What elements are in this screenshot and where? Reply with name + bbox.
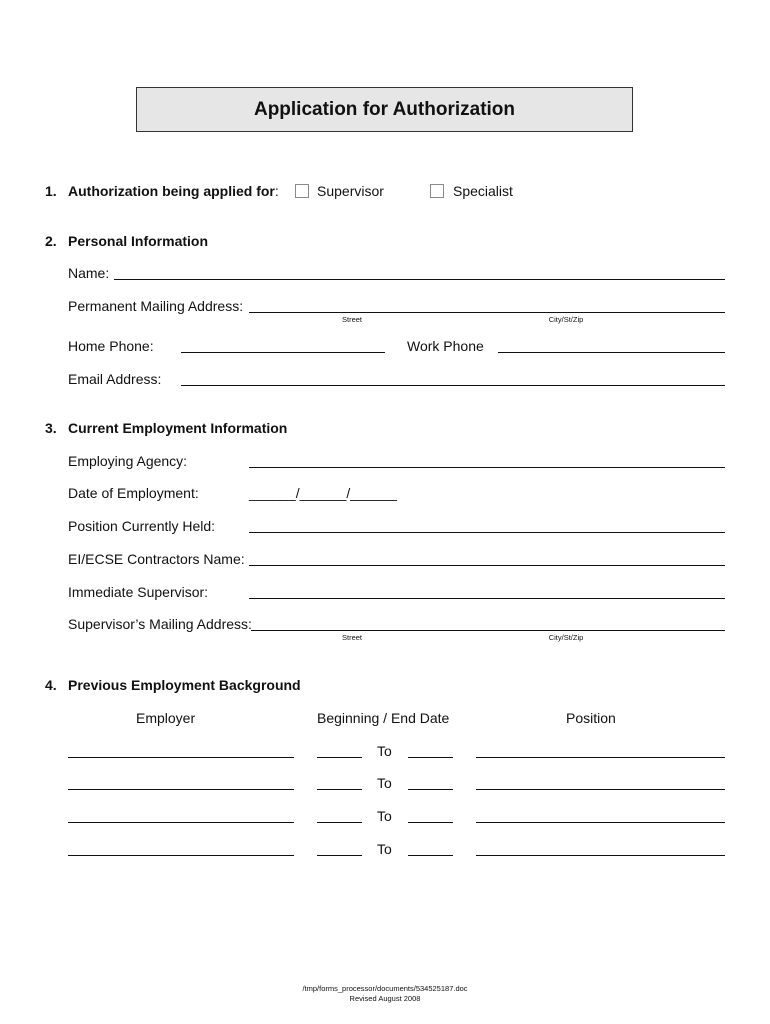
- immediate-supervisor-label: Immediate Supervisor:: [68, 584, 209, 600]
- immediate-supervisor-field[interactable]: [249, 598, 725, 599]
- email-field[interactable]: [181, 385, 725, 386]
- section4-heading: Previous Employment Background: [68, 677, 301, 693]
- employer-field-3[interactable]: [68, 822, 294, 823]
- position-field[interactable]: [249, 532, 725, 533]
- name-field[interactable]: [114, 279, 725, 280]
- supervisor-city-caption: City/St/Zip: [548, 633, 584, 642]
- street-caption: Street: [341, 315, 362, 324]
- section4-number: 4.: [45, 677, 57, 693]
- section2-heading: Personal Information: [68, 233, 209, 249]
- section2-number: 2.: [45, 233, 57, 249]
- home-phone-label: Home Phone:: [68, 338, 154, 354]
- supervisor-option-label: Supervisor: [317, 183, 384, 199]
- footer-revised: Revised August 2008: [349, 994, 421, 1003]
- section1-number: 1.: [45, 183, 57, 199]
- mailing-address-field[interactable]: [249, 312, 725, 313]
- supervisor-street-caption: Street: [341, 633, 362, 642]
- position-field-4[interactable]: [476, 855, 725, 856]
- contractors-name-field[interactable]: [249, 565, 725, 566]
- date-of-employment-field[interactable]: ______/______/______: [249, 485, 397, 501]
- city-caption: City/St/Zip: [548, 315, 584, 324]
- employing-agency-field[interactable]: [249, 467, 725, 468]
- end-date-field-3[interactable]: [408, 822, 453, 823]
- specialist-option-label: Specialist: [453, 183, 513, 199]
- email-label: Email Address:: [68, 371, 162, 387]
- end-date-field-1[interactable]: [408, 757, 453, 758]
- section1-label-wrap: [68, 183, 279, 199]
- title-box: [136, 87, 633, 132]
- position-field-2[interactable]: [476, 789, 725, 790]
- supervisor-checkbox[interactable]: [295, 184, 309, 198]
- position-field-1[interactable]: [476, 757, 725, 758]
- employing-agency-label: Employing Agency:: [68, 453, 188, 469]
- date-of-employment-label: Date of Employment:: [68, 485, 199, 501]
- position-column-header: Position: [566, 710, 616, 726]
- specialist-checkbox[interactable]: [430, 184, 444, 198]
- work-phone-label: Work Phone: [407, 338, 484, 354]
- begin-date-field-3[interactable]: [317, 822, 362, 823]
- to-label-1: To: [377, 743, 392, 759]
- footer-path: /tmp/forms_processor/documents/534525187.doc: [302, 984, 468, 993]
- section1-label: Authorization being applied for: [68, 183, 275, 199]
- begin-date-field-2[interactable]: [317, 789, 362, 790]
- to-label-4: To: [377, 841, 392, 857]
- to-label-2: To: [377, 775, 392, 791]
- supervisor-address-field[interactable]: [251, 630, 725, 631]
- position-field-3[interactable]: [476, 822, 725, 823]
- mailing-address-label: Permanent Mailing Address:: [68, 298, 244, 314]
- home-phone-field[interactable]: [181, 352, 385, 353]
- employer-field-2[interactable]: [68, 789, 294, 790]
- section3-number: 3.: [45, 420, 57, 436]
- page-title: Application for Authorization: [253, 98, 516, 120]
- to-label-3: To: [377, 808, 392, 824]
- begin-date-field-1[interactable]: [317, 757, 362, 758]
- section3-heading: Current Employment Information: [68, 420, 288, 436]
- contractors-name-label: EI/ECSE Contractors Name:: [68, 551, 245, 567]
- work-phone-field[interactable]: [498, 352, 725, 353]
- end-date-field-4[interactable]: [408, 855, 453, 856]
- name-label: Name:: [68, 265, 110, 281]
- dates-column-header: Beginning / End Date: [317, 710, 450, 726]
- employer-field-4[interactable]: [68, 855, 294, 856]
- end-date-field-2[interactable]: [408, 789, 453, 790]
- employer-field-1[interactable]: [68, 757, 294, 758]
- begin-date-field-4[interactable]: [317, 855, 362, 856]
- section1-colon: :: [274, 183, 279, 199]
- employer-column-header: Employer: [136, 710, 196, 726]
- position-label: Position Currently Held:: [68, 518, 216, 534]
- supervisor-address-label: Supervisor’s Mailing Address:: [68, 616, 252, 632]
